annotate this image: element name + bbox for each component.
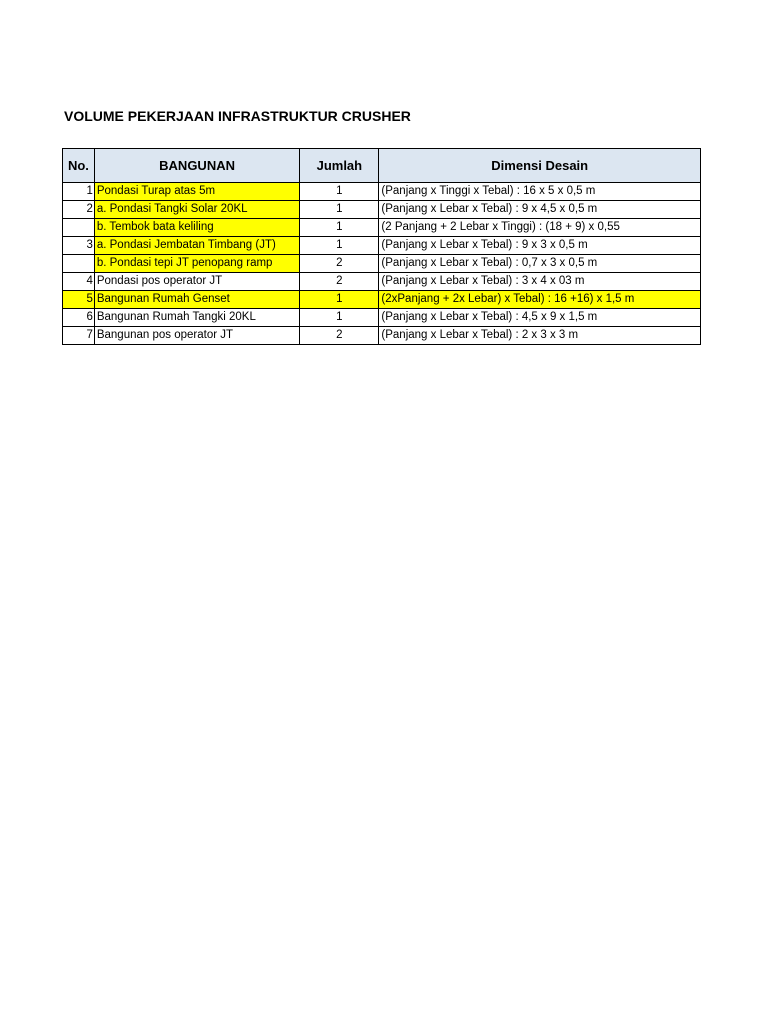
cell-jumlah: 1 [300,309,379,327]
cell-jumlah: 1 [300,183,379,201]
cell-jumlah: 2 [300,273,379,291]
cell-bangunan: Bangunan Rumah Genset [94,291,299,309]
table-header [63,149,701,183]
header-row [63,149,701,183]
cell-dimensi: (Panjang x Lebar x Tebal) : 9 x 3 x 0,5 m [379,237,701,255]
cell-jumlah: 1 [300,219,379,237]
cell-bangunan: b. Pondasi tepi JT penopang ramp [94,255,299,273]
cell-dimensi: (Panjang x Lebar x Tebal) : 2 x 3 x 3 m [379,327,701,345]
cell-jumlah: 1 [300,237,379,255]
table-row [63,291,701,309]
cell-bangunan: Pondasi pos operator JT [94,273,299,291]
cell-no: 6 [63,309,95,327]
cell-no [63,255,95,273]
header-no: No. [63,149,95,183]
cell-no: 2 [63,201,95,219]
table-row [63,183,701,201]
cell-no: 1 [63,183,95,201]
cell-dimensi: (Panjang x Lebar x Tebal) : 4,5 x 9 x 1,5 m [379,309,701,327]
cell-no: 3 [63,237,95,255]
volume-table [62,148,701,345]
header-bangunan: BANGUNAN [94,149,299,183]
page-title: VOLUME PEKERJAAN INFRASTRUKTUR CRUSHER [64,108,411,124]
cell-jumlah: 2 [300,327,379,345]
header-jumlah: Jumlah [300,149,379,183]
cell-bangunan: a. Pondasi Jembatan Timbang (JT) [94,237,299,255]
cell-jumlah: 1 [300,201,379,219]
cell-dimensi: (Panjang x Lebar x Tebal) : 9 x 4,5 x 0,5 m [379,201,701,219]
table-row [63,273,701,291]
cell-bangunan: a. Pondasi Tangki Solar 20KL [94,201,299,219]
cell-dimensi: (Panjang x Lebar x Tebal) : 3 x 4 x 03 m [379,273,701,291]
cell-jumlah: 1 [300,291,379,309]
table-row [63,201,701,219]
cell-dimensi: (Panjang x Lebar x Tebal) : 0,7 x 3 x 0,5 m [379,255,701,273]
cell-dimensi: (2xPanjang + 2x Lebar) x Tebal) : 16 +16) x 1,5 m [379,291,701,309]
cell-no: 7 [63,327,95,345]
table-body [63,183,701,345]
table-row [63,327,701,345]
cell-no: 5 [63,291,95,309]
table-row [63,219,701,237]
cell-no: 4 [63,273,95,291]
cell-no [63,219,95,237]
cell-dimensi: (2 Panjang + 2 Lebar x Tinggi) : (18 + 9) x 0,55 [379,219,701,237]
table-row [63,255,701,273]
cell-bangunan: Pondasi Turap atas 5m [94,183,299,201]
cell-jumlah: 2 [300,255,379,273]
cell-bangunan: Bangunan Rumah Tangki 20KL [94,309,299,327]
table-row [63,309,701,327]
cell-bangunan: Bangunan pos operator JT [94,327,299,345]
cell-dimensi: (Panjang x Tinggi x Tebal) : 16 x 5 x 0,5 m [379,183,701,201]
table-row [63,237,701,255]
header-dimensi: Dimensi Desain [379,149,701,183]
cell-bangunan: b. Tembok bata keliling [94,219,299,237]
